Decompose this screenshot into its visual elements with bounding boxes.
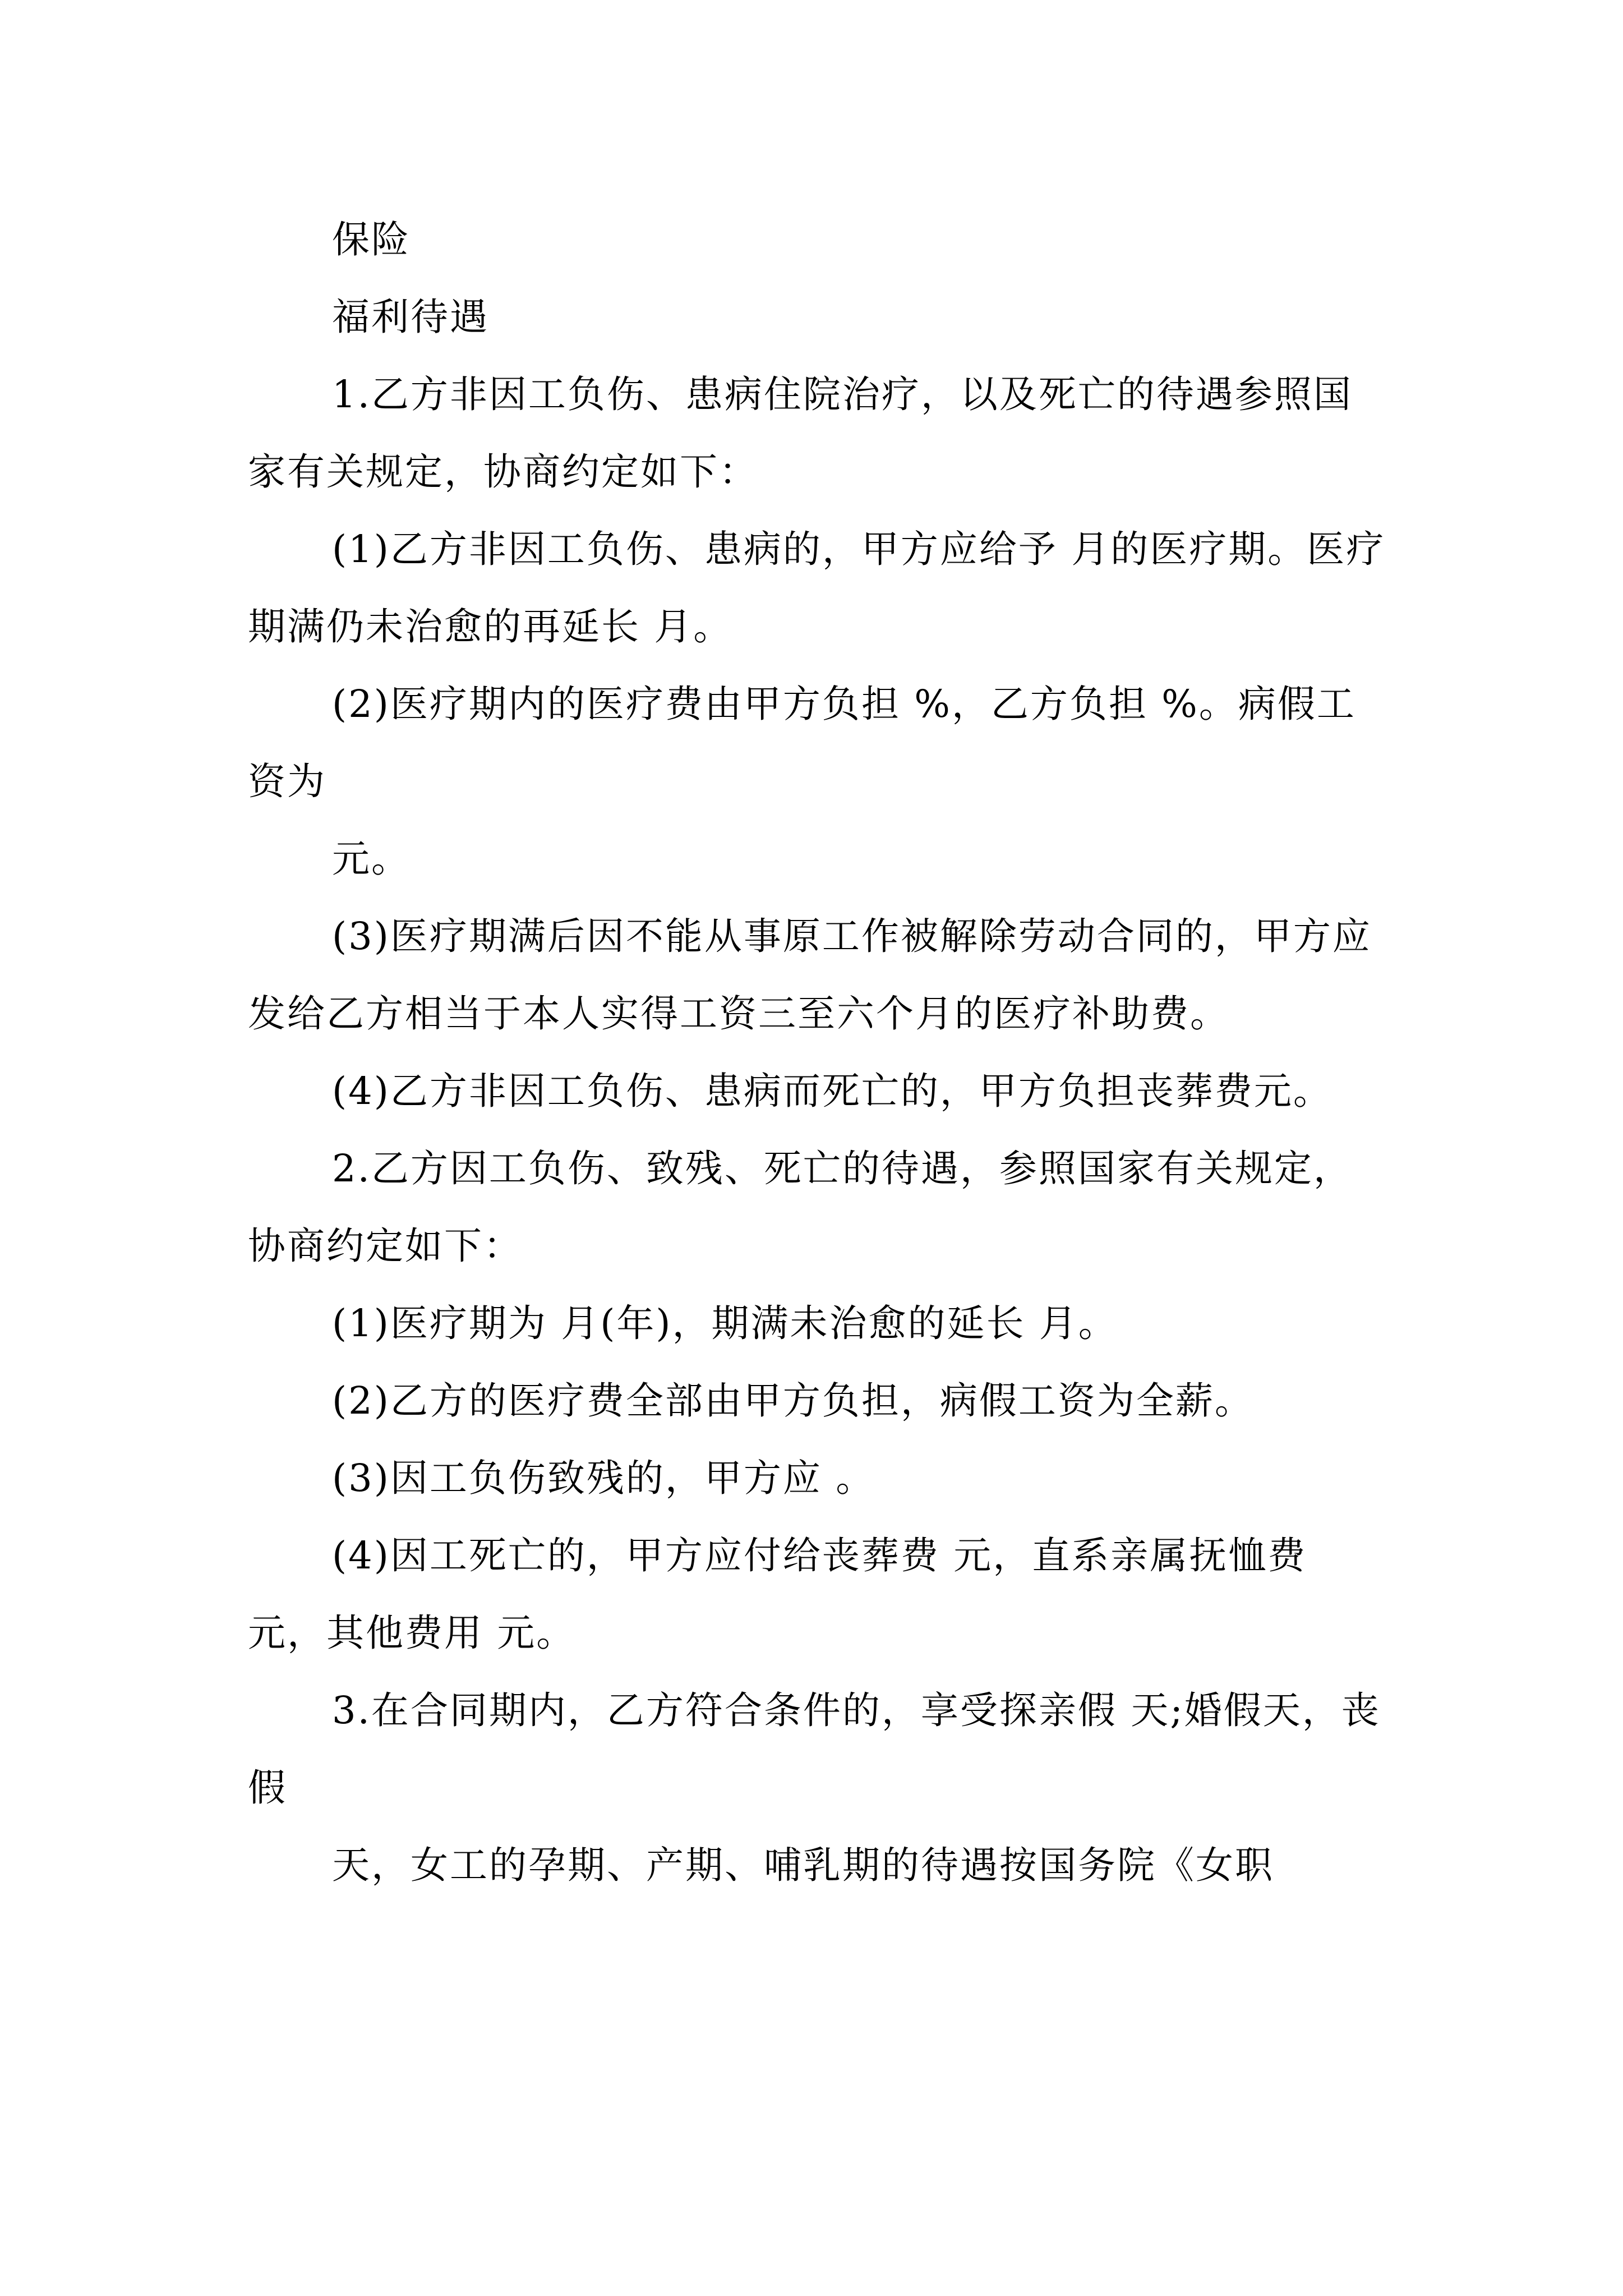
clause-1-item-1: (1)乙方非因工负伤、患病的，甲方应给予 月的医疗期。医疗期满仍未治愈的再延长 月。 <box>248 527 1386 648</box>
clause-1-item-2-continued: 元。 <box>332 837 411 881</box>
clause-2-item-1: (1)医疗期为 月(年)，期满未治愈的延长 月。 <box>332 1301 1118 1345</box>
clause-2: 2.乙方因工负伤、致残、死亡的待遇，参照国家有关规定，协商约定如下： <box>248 1147 1353 1268</box>
clause-2-item-4: (4)因工死亡的，甲方应付给丧葬费 元，直系亲属抚恤费 元，其他费用 元。 <box>248 1534 1321 1655</box>
clause-1: 1.乙方非因工负伤、患病住院治疗，以及死亡的待遇参照国家有关规定，协商约定如下： <box>248 372 1353 494</box>
clause-1-item-3: (3)医疗期满后因不能从事原工作被解除劳动合同的，甲方应发给乙方相当于本人实得工资三至六个月的医疗补助费。 <box>248 914 1372 1036</box>
heading-welfare: 福利待遇 <box>332 295 489 339</box>
clause-3-continued: 天，女工的孕期、产期、哺乳期的待遇按国务院《女职 <box>332 1843 1274 1887</box>
clause-1-item-2: (2)医疗期内的医疗费由甲方负担 %，乙方负担 %。病假工资为 <box>248 682 1356 803</box>
heading-insurance: 保险 <box>332 218 411 261</box>
clause-1-item-4: (4)乙方非因工负伤、患病而死亡的，甲方负担丧葬费元。 <box>332 1069 1332 1113</box>
document-body <box>248 201 1386 1904</box>
clause-2-item-3: (3)因工负伤致残的，甲方应 。 <box>332 1456 875 1500</box>
clause-3: 3.在合同期内，乙方符合条件的，享受探亲假 天;婚假天，丧假 <box>248 1688 1381 1810</box>
clause-2-item-2: (2)乙方的医疗费全部由甲方负担，病假工资为全薪。 <box>332 1379 1254 1423</box>
